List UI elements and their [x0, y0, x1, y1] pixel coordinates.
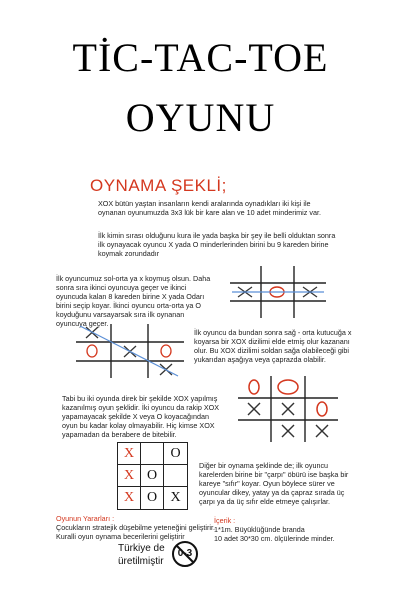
board-cell: X [118, 443, 141, 465]
board-cell [141, 443, 164, 465]
rule-text-2: İlk oyuncu da bundan sonra sağ - orta kutucuğa x koyarsa bir XOX dizilimi elde etmiş olur kazananı olur. Bu XOX dizilimi soldan sağa olabileceği gibi yukarıdan aşağıya veya çaprazda olabilir. [194, 328, 352, 364]
rule-text-3: Tabi bu iki oyunda direk bir şekilde XOX yapılmış kazanılmış oyun şeklidir. İki oyuncu da rakip XOX yapamayacak şekilde X veya O koyacağından oyun bu kadar kolay olmayabilir. Hiç kimse XOX yapamadan da berabere de bitebilir. [62, 394, 219, 439]
intro-paragraph-2: İlk kimin sırası olduğunu kura ile yada başka bir şey ile belli olduktan sonra ilk oynayacak oyuncu X yada O minderlerinden birini bu 9 kareden birine koymak zorundadır [98, 231, 336, 258]
contents-heading: İçerik : [214, 516, 236, 525]
board-diagram-2 [74, 322, 186, 380]
intro-paragraph-1: XOX bütün yaştan insanların kendi aralarında oynadıkları iki kişi ile oynanan oyunumuzda 3x3 lük bir kare alan ve 10 adet minderimiz var. [98, 199, 321, 217]
benefits-line-1: Çocukların stratejik düşebilme yeteneğini geliştirir. [56, 523, 215, 532]
board-cell [164, 465, 187, 487]
contents-line-2: 10 adet 30*30 cm. ölçülerinde minder. [214, 534, 335, 543]
board-cell: O [141, 487, 164, 509]
board-cell: X [118, 487, 141, 509]
board-cell: X [118, 465, 141, 487]
sample-board [117, 442, 188, 510]
contents-line-1: 1*1m. Büyüklüğünde branda [214, 525, 305, 534]
board-diagram-1 [228, 264, 328, 320]
section-heading: OYNAMA ŞEKLİ; [90, 176, 227, 195]
poster-title-line1: TİC-TAC-TOE [72, 35, 329, 80]
rule-text-4: Diğer bir oynama şeklinde de; ilk oyuncu karelerden birine bir "çarpı" öbürü ise başka bir kareye "sıfır" koyar. Oyun böylece sürer ve oyuncular dikey, yatay ya da çapraz sırada üç çarpı ya da üç sıfır elde etmeye çalışırlar. [199, 461, 349, 506]
board-cell: O [141, 465, 164, 487]
board-cell: X [170, 490, 181, 505]
made-in-turkey-line-1: Türkiye de [118, 543, 165, 554]
rule-text-1: İlk oyuncumuz sol-orta ya x koymuş olsun. Daha sonra sıra ikinci oyuncuya geçer ve ikinci oyuncuda kalan 8 kareden birine X yada Odarı birini seçip koyar. İkinci oyuncu orta-orta ya O koyduğunu varsayarsak sıra ilk oynanan oyuncuya geçer. [56, 274, 211, 328]
age-warning-badge [171, 540, 199, 568]
made-in-turkey-line-2: üretilmiştir [118, 556, 164, 567]
board-cell: O [164, 443, 187, 465]
benefits-line-2: Kuralli oyun oynama becerilerini geliştirir [56, 532, 185, 541]
benefits-heading: Oyunun Yararları : [56, 514, 115, 523]
poster-title-line2: OYUNU [125, 95, 276, 140]
age-label: 0-3 [177, 548, 193, 559]
board-diagram-3 [236, 374, 340, 444]
